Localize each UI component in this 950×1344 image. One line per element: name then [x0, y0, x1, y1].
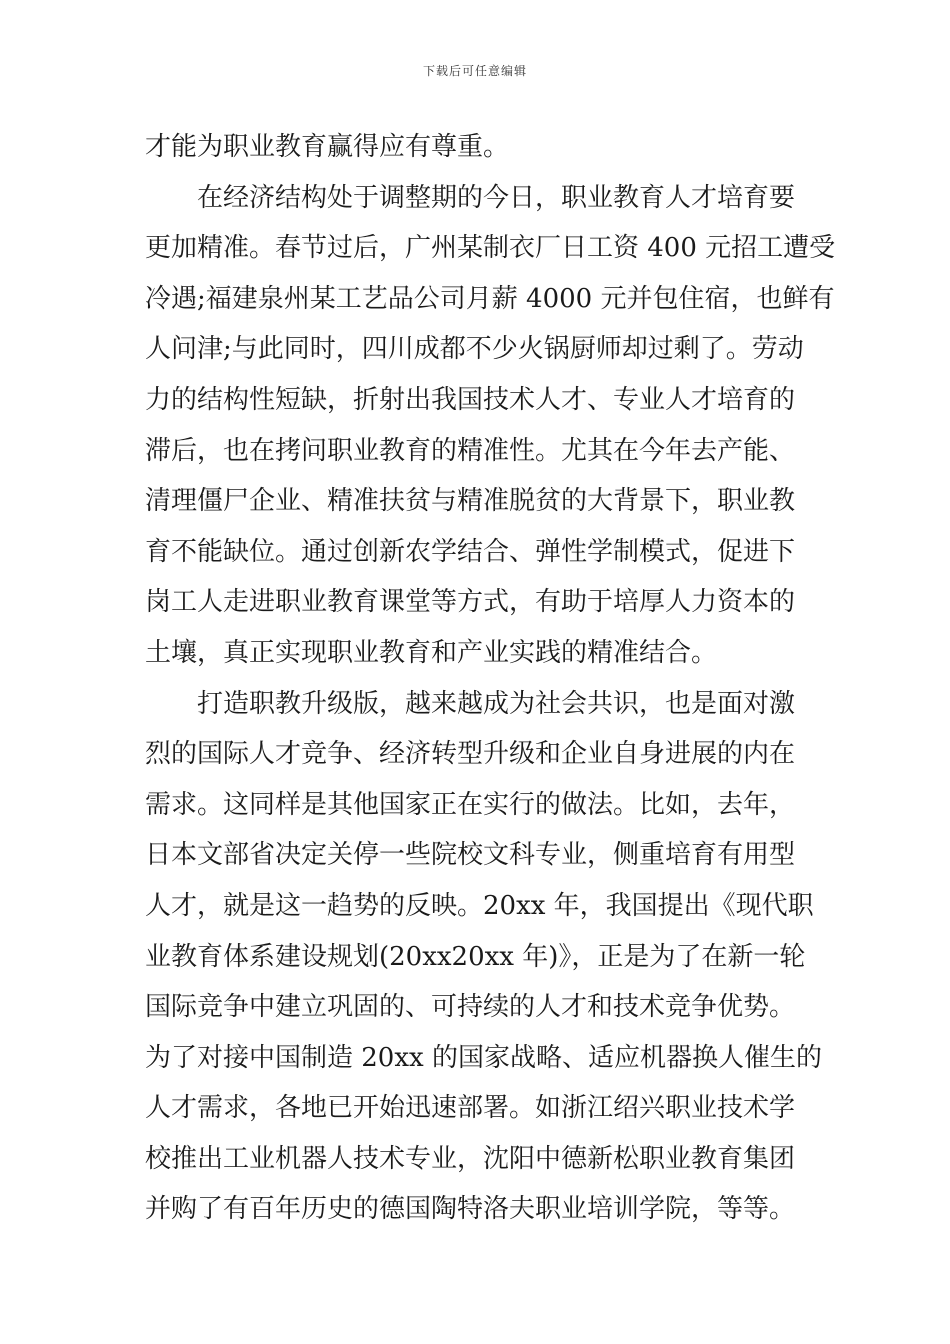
text-line: 在经济结构处于调整期的今日，职业教育人才培育要	[145, 182, 796, 213]
text-line: 岗工人走进职业教育课堂等方式，有助于培厚人力资本的	[145, 587, 796, 618]
text-line: 打造职教升级版，越来越成为社会共识，也是面对激	[145, 688, 796, 719]
text-line: 滞后，也在拷问职业教育的精准性。尤其在今年去产能、	[145, 435, 796, 466]
text-line: 校推出工业机器人技术专业，沈阳中德新松职业教育集团	[145, 1143, 796, 1174]
text-line: 土壤，真正实现职业教育和产业实践的精准结合。	[145, 637, 718, 668]
document-body	[145, 122, 836, 1235]
download-note: 下载后可任意编辑	[422, 64, 527, 78]
text-line: 清理僵尸企业、精准扶贫与精准脱贫的大背景下，职业教	[145, 486, 796, 517]
text-line: 人问津;与此同时，四川成都不少火锅厨师却过剩了。劳动	[145, 334, 804, 365]
text-line: 为了对接中国制造 20xx 的国家战略、适应机器换人催生的	[145, 1042, 822, 1073]
text-line: 国际竞争中建立巩固的、可持续的人才和技术竞争优势。	[145, 992, 796, 1023]
text-line: 并购了有百年历史的德国陶特洛夫职业培训学院，等等。	[145, 1194, 796, 1225]
text-line: 冷遇;福建泉州某工艺品公司月薪 4000 元并包住宿，也鲜有	[145, 283, 835, 314]
text-line: 日本文部省决定关停一些院校文科专业，侧重培育有用型	[145, 840, 796, 871]
text-line: 更加精准。春节过后，广州某制衣厂日工资 400 元招工遭受	[145, 233, 836, 264]
text-line: 人才，就是这一趋势的反映。20xx 年，我国提出《现代职	[145, 890, 814, 921]
text-line: 业教育体系建设规划(20xx20xx 年)》，正是为了在新一轮	[145, 941, 806, 972]
text-line: 人才需求，各地已开始迅速部署。如浙江绍兴职业技术学	[145, 1093, 796, 1124]
text-line: 需求。这同样是其他国家正在实行的做法。比如，去年，	[145, 789, 796, 820]
text-line: 才能为职业教育赢得应有尊重。	[145, 132, 510, 162]
text-line: 烈的国际人才竞争、经济转型升级和企业自身进展的内在	[145, 739, 796, 770]
text-line: 力的结构性短缺，折射出我国技术人才、专业人才培育的	[145, 384, 796, 415]
text-line: 育不能缺位。通过创新农学结合、弹性学制模式，促进下	[145, 536, 796, 567]
